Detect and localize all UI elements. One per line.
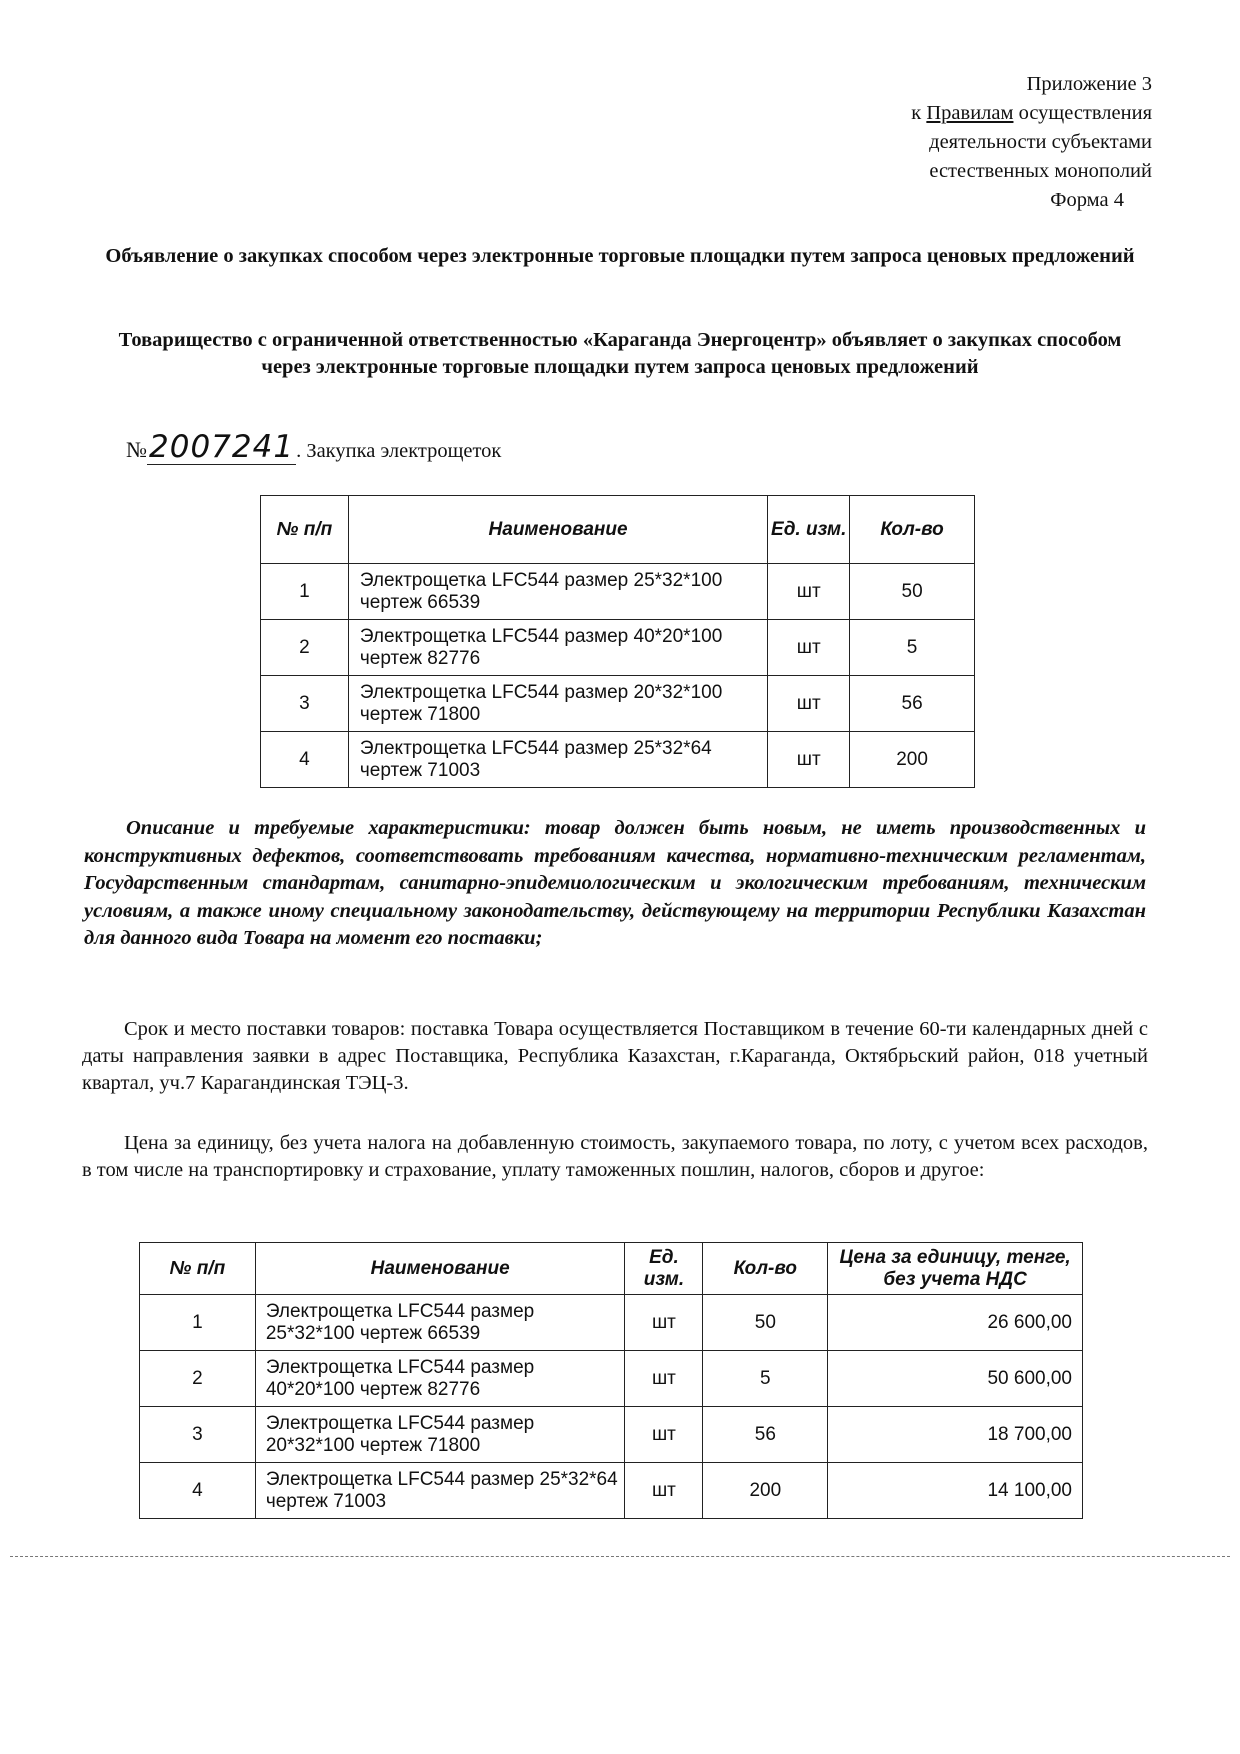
cell-unit: шт — [625, 1351, 703, 1407]
table-row — [261, 676, 975, 732]
cell-qty: 50 — [703, 1295, 828, 1351]
cell-name: Электрощетка LFC544 размер 40*20*100 чертеж 82776 — [255, 1351, 625, 1407]
appendix-line3: деятельности субъектами — [929, 131, 1152, 153]
cell-qty: 56 — [703, 1407, 828, 1463]
table-row — [140, 1351, 1083, 1407]
announcement-title: Объявление о закупках способом через электронные торговые площадки путем запроса ценовых предложений — [105, 245, 1135, 267]
table-row — [261, 564, 975, 620]
col-header-name: Наименование — [348, 496, 767, 564]
cell-number: 2 — [261, 620, 349, 676]
cell-number: 2 — [140, 1351, 256, 1407]
price-table — [139, 1242, 1083, 1519]
col-header-name: Наименование — [255, 1243, 625, 1295]
cell-number: 1 — [140, 1295, 256, 1351]
cell-name: Электрощетка LFC544 размер 25*32*64 чертеж 71003 — [348, 732, 767, 788]
cell-qty: 200 — [703, 1463, 828, 1519]
appendix-rules-line — [732, 99, 1152, 128]
col-header-qty: Кол-во — [703, 1243, 828, 1295]
appendix-prefix: к — [911, 102, 927, 124]
col-header-unit: Ед. изм. — [625, 1243, 703, 1295]
cell-price: 14 100,00 — [828, 1463, 1083, 1519]
appendix-line4: естественных монополий — [929, 160, 1152, 182]
cell-number: 1 — [261, 564, 349, 620]
cell-qty: 5 — [703, 1351, 828, 1407]
col-header-price: Цена за единицу, тенге, без учета НДС — [828, 1243, 1083, 1295]
appendix-suffix: осуществления — [1013, 102, 1152, 124]
cell-price: 18 700,00 — [828, 1407, 1083, 1463]
col-header-qty: Кол-во — [850, 496, 975, 564]
cell-unit: шт — [768, 564, 850, 620]
table-row — [140, 1295, 1083, 1351]
cell-unit: шт — [768, 732, 850, 788]
cell-price: 50 600,00 — [828, 1351, 1083, 1407]
table-row — [140, 1407, 1083, 1463]
cell-unit: шт — [768, 620, 850, 676]
table-row — [261, 732, 975, 788]
table-row — [261, 620, 975, 676]
cell-number: 3 — [261, 676, 349, 732]
cell-name: Электрощетка LFC544 размер 25*32*100 чертеж 66539 — [255, 1295, 625, 1351]
rules-link[interactable]: Правилам — [926, 102, 1014, 124]
cell-qty: 56 — [850, 676, 975, 732]
cell-unit: шт — [625, 1407, 703, 1463]
table-row — [140, 1463, 1083, 1519]
lot-number-handwritten: 2007241 — [149, 429, 295, 465]
cell-unit: шт — [625, 1463, 703, 1519]
cell-qty: 50 — [850, 564, 975, 620]
items-table — [260, 495, 975, 788]
delivery-terms: Срок и место поставки товаров: поставка Товара осуществляется Поставщиком в течение 60-ти календарных дней с даты направления заявки в адрес Поставщика, Республика Казахстан, г.Караганда, Октябрьский район, 018 учетный квартал, уч.7 Карагандинская ТЭЦ-3. — [82, 1018, 1148, 1094]
cell-unit: шт — [768, 676, 850, 732]
number-sign: № — [126, 437, 147, 462]
cell-name: Электрощетка LFC544 размер 20*32*100 чертеж 71800 — [348, 676, 767, 732]
company-announcement: Товарищество с ограниченной ответственностью «Караганда Энергоцентр» объявляет о закупках способом через электронные торговые площадки путем запроса ценовых предложений — [118, 329, 1122, 378]
table-header-row — [261, 496, 975, 564]
cell-price: 26 600,00 — [828, 1295, 1083, 1351]
appendix-number: Приложение 3 — [1026, 73, 1152, 95]
cell-name: Электрощетка LFC544 размер 25*32*64 чертеж 71003 — [255, 1463, 625, 1519]
cell-number: 4 — [140, 1463, 256, 1519]
cell-name: Электрощетка LFC544 размер 20*32*100 чертеж 71800 — [255, 1407, 625, 1463]
lot-description: . Закупка электрощеток — [296, 440, 502, 462]
lot-line — [126, 430, 501, 465]
requirements-description: Описание и требуемые характеристики: товар должен быть новым, не иметь производственных и конструктивных дефектов, соответствовать требованиям качества, нормативно-техническим регламентам, Государственным стандартам, санитарно-эпидемиологическим и экологическим требованиям, техническим условиям, а также иному специальному законодательству, действующему на территории Республики Казахстан для данного вида Товара на момент его поставки; — [84, 817, 1146, 949]
table-header-row — [140, 1243, 1083, 1295]
cell-name: Электрощетка LFC544 размер 25*32*100 чертеж 66539 — [348, 564, 767, 620]
col-header-number: № п/п — [140, 1243, 256, 1295]
cell-unit: шт — [625, 1295, 703, 1351]
col-header-unit: Ед. изм. — [768, 496, 850, 564]
col-header-number: № п/п — [261, 496, 349, 564]
scan-divider — [10, 1556, 1230, 1557]
cell-qty: 200 — [850, 732, 975, 788]
cell-name: Электрощетка LFC544 размер 40*20*100 чертеж 82776 — [348, 620, 767, 676]
price-terms: Цена за единицу, без учета налога на добавленную стоимость, закупаемого товара, по лоту, с учетом всех расходов, в том числе на транспортировку и страхование, уплату таможенных пошлин, налогов, сборов и другое: — [82, 1132, 1148, 1181]
cell-number: 4 — [261, 732, 349, 788]
appendix-header — [732, 70, 1152, 215]
cell-number: 3 — [140, 1407, 256, 1463]
cell-qty: 5 — [850, 620, 975, 676]
form-number: Форма 4 — [1050, 189, 1124, 211]
